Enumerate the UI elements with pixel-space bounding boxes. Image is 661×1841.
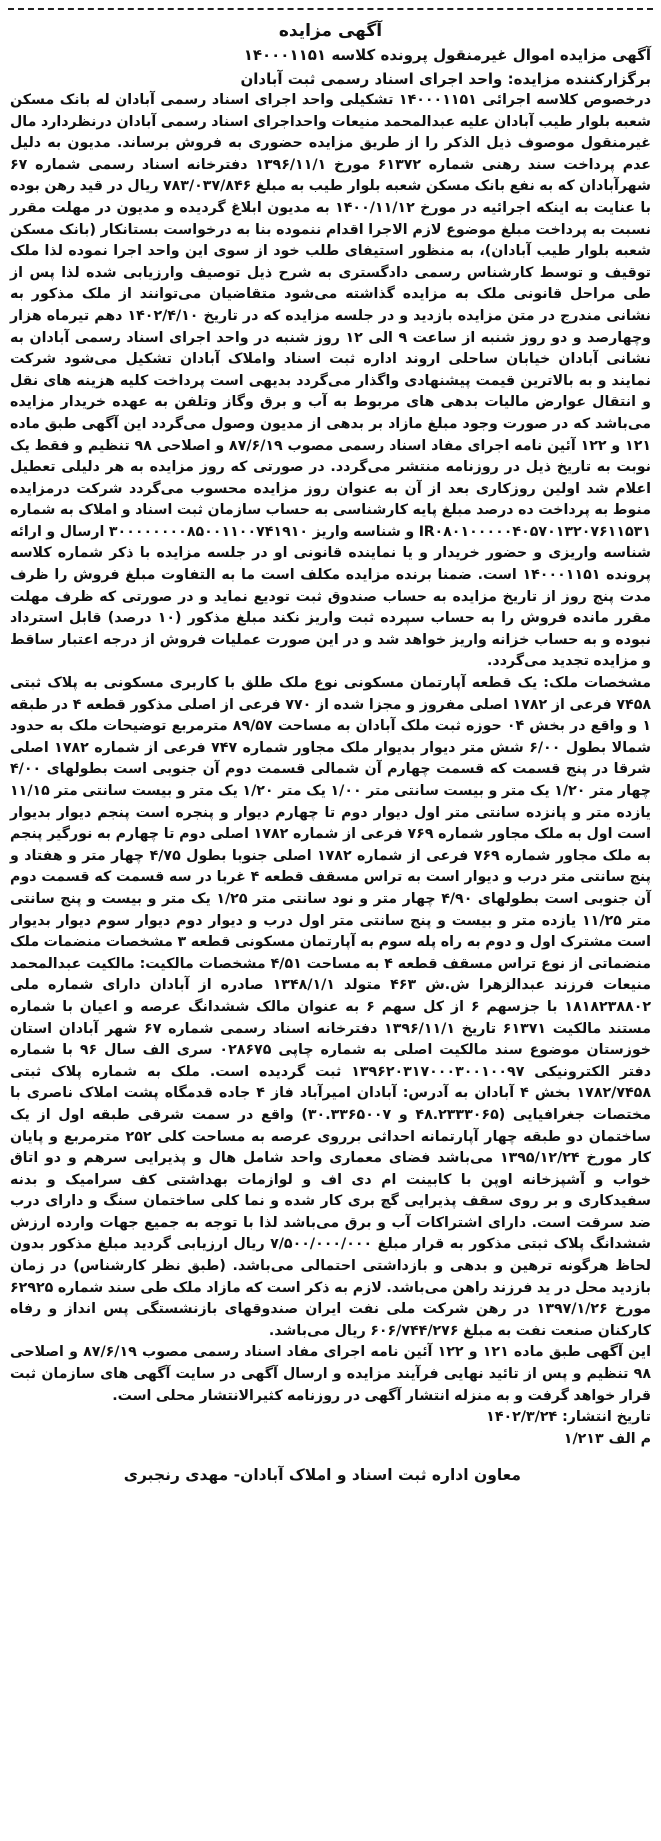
notice-headline-organizer: برگزارکننده مزایده: واحد اجرای اسناد رسمی ثبت آبادان: [240, 70, 651, 88]
reference-number: م الف ۱/۲۱۳: [563, 1430, 651, 1447]
notice-headline-case: آگهی مزایده اموال غیرمنقول پرونده کلاسه ۱۴۰۰۰۱۱۵۱: [243, 46, 651, 64]
notice-title: آگهی مزایده: [278, 21, 383, 41]
notice-paragraph-property-details: مشخصات ملک: یک قطعه آپارتمان مسکونی نوع ملک طلق با کاربری مسکونی به پلاک ثبتی ۷۴۵۸ فرعی از ۱۷۸۲ اصلی مفروز و مجزا شده از ۷۷۰ فرعی از اصلی مذکور قطعه ۴ در طبقه ۱ و واقع در بخش ۰۴ حوزه ثبت ملک آبادان به مساحت ۸۹/۵۷ مترمربع توضیحات ملک به حدود شمالا بطول ۶/۰۰ شش متر دیوار بدیوار ملک مجاور شماره ۷۴۷ فرعی از شماره ۱۷۸۲ اصلی شرقا در پنج قسمت که قسمت چهارم آن شمالی قسمت دوم آن جنوبی است بطولهای ۴/۰۰ چهار متر ۱/۲۰ یک متر و بیست سانتی متر ۱/۰۰ یک متر ۱/۲۰ یک متر و بیست سانتی متر ۱۱/۱۵ یازده متر و پانزده سانتی متر اول دیوار دوم تا چهارم دیوار و پنجره است پنجم دیوار بدیوار است اول به ملک مجاور شماره ۷۶۹ فرعی از شماره ۱۷۸۲ اصلی دوم تا چهارم به نورگیر پنجم به ملک مجاور شماره ۷۶۹ فرعی از شماره ۱۷۸۲ اصلی جنوبا بطول ۴/۷۵ چهار متر و هفتاد و پنج سانتی متر درب و دیوار است به تراس مسقف قطعه ۴ غربا در سه قسمت که قسمت دوم آن جنوبی است بطولهای ۴/۹۰ چهار متر و نود سانتی متر ۱/۲۵ یک متر و بیست و پنج سانتی متر ۱۱/۲۵ یازده متر و بیست و پنج سانتی متر اول درب و دیوار دوم دیوار سوم دیوار بدیوار است مشترک اول و دوم به راه پله سوم به آپارتمان مسکونی قطعه ۳ مشخصات منضمات ملک منضماتی از نوع تراس مسقف قطعه ۴ به مساحت ۴/۵۱ مشخصات مالکیت: مالکیت عبدالمحمد منیعات فرزند عبدالزهرا ش.ش ۴۶۳ متولد ۱۳۴۸/۱/۱ صادره از آبادان دارای شماره ملی ۱۸۱۸۲۳۸۸۰۲ با جزسهم ۶ از کل سهم ۶ به عنوان مالک ششدانگ عرصه و اعیان با شماره مستند مالکیت ۶۱۳۷۱ تاریخ ۱۳۹۶/۱۱/۱ دفترخانه اسناد رسمی شماره ۶۷ شهر آبادان استان خوزستان موضوع سند مالکیت اصلی به شماره چاپی ۰۲۸۶۷۵ سری الف سال ۹۶ با شماره دفتر الکترونیکی ۱۳۹۶۲۰۳۱۷۰۰۰۳۰۰۱۰۰۹۷ ثبت گردیده است. ملک به شماره پلاک ثبتی ۱۷۸۲/۷۴۵۸ بخش ۴ آبادان به آدرس: آبادان امیرآباد فاز ۴ جاده قدمگاه پشت املاک ناصری با مختصات جغرافیایی (۴۸.۲۳۳۳۰۶۵ و ۳۰.۳۳۶۵۰۰۷) واقع در سمت شرقی طبقه اول از یک ساختمان دو طبقه چهار آپارتمانه احداثی برروی عرصه به مساحت کلی ۲۵۲ مترمربع و پایان کار مورخ ۱۳۹۵/۱۲/۲۴ می‌باشد فضای معماری واحد شامل هال و پذیرایی سرهم و دو اتاق خواب و آشپزخانه اوپن با کابینت ام دی اف و لوازمات بهداشتی کف سرامیک و بدنه سفیدکاری و بر روی سقف پذیرایی گچ بری کار شده و نما کلی ساختمان سنگ و دارای درب ضد سرقت است. دارای اشتراکات آب و برق می‌باشد لذا با توجه به جمیع جهات وارده ارزش ششدانگ پلاک ثبتی مذکور به قرار مبلغ ۷/۵۰۰/۰۰۰/۰۰۰ ریال ارزیابی گردید مبلغ مذکور بدون لحاظ هرگونه ترهین و بدهی و بازداشتی احتمالی می‌باشد. (طبق نظر کارشناس) در زمان بازدید محل در ید فرزند راهن می‌باشد. لازم به ذکر است که مازاد ملک طی سند شماره ۶۲۹۲۵ مورخ ۱۳۹۷/۱/۲۶ در رهن شرکت ملی نفت ایران صندوقهای بازنشستگی پس انداز و رفاه کارکنان صنعت نفت به مبلغ ۶۰۶/۷۴۴/۲۷۶ ریال می‌باشد.: [10, 675, 652, 1339]
publish-date: تاریخ انتشار: ۱۴۰۲/۳/۲۴: [486, 1409, 651, 1426]
notice-paragraph-publication-rule: این آگهی طبق ماده ۱۲۱ و ۱۲۲ آئین نامه اجرای مفاد اسناد رسمی مصوب ۸۷/۶/۱۹ و اصلاحی ۹۸ تنظیم و پس از تائید نهایی فرآیند مزایده و ارسال آگهی در سایت آگهی های سازمان ثبت قرار خواهد گرفت و به منزله انتشار آگهی در روزنامه کثیرالانتشار محلی است.: [10, 1344, 651, 1404]
notice-body: [10, 90, 651, 1407]
notice-paragraph-auction-terms: درخصوص کلاسه اجرائی ۱۴۰۰۰۱۱۵۱ تشکیلی واحد اجرای اسناد رسمی آبادان له بانک مسکن شعبه بلوار طیب آبادان علیه عبدالمحمد منیعات واحداجرای اسناد رسمی آبادان درنظردارد مال غیرمنقول موصوف ذیل الذکر را از طریق مزایده حضوری به فروش برساند. مدیون به دلیل عدم پرداخت سند رهنی شماره ۶۱۳۷۲ مورخ ۱۳۹۶/۱۱/۱ دفترخانه اسناد رسمی شماره ۶۷ شهرآبادان که به نفع بانک مسکن شعبه بلوار طیب به مبلغ ۷۸۳/۰۳۷/۸۴۶ ریال در قید رهن بوده با عنایت به اینکه اجرائیه در مورخ ۱۴۰۰/۱۱/۱۲ به مدیون ابلاغ گردیده و مدیون در مهلت مقرر نسبت به پرداخت مبلغ موضوع لازم الاجرا اقدام ننموده بنا به درخواست بستانکار (بانک مسکن شعبه بلوار طیب آبادان)، به منظور استیفای طلب خود از سوی این واحد اجرا نموده لذا ملک توقیف و توسط کارشناس رسمی دادگستری به شرح ذیل توصیف وارزیابی شده لذا پس از طی مراحل قانونی ملک به مزایده گذاشته می‌شود متقاضیان می‌توانند از ملک مذکور به نشانی مندرج در متن مزایده بازدید و در جلسه مزایده که در تاریخ ۱۴۰۲/۴/۱۰ دهم تیرماه هزار وچهارصد و دو روز شنبه از ساعت ۹ الی ۱۲ روز شنبه در واحد اجرای اسناد رسمی آبادان به نشانی آبادان خیابان ساحلی اروند اداره ثبت اسناد واملاک آبادان تشکیل می‌شود شرکت نمایند و به بالاترین قیمت پیشنهادی واگذار می‌گردد بدیهی است پرداخت کلیه هزینه های نقل و انتقال عوارض مالیات بدهی های مربوط به آب و برق وگاز وتلفن به عهده خریدار مزایده می‌باشد که در صورت وجود مبلغ مازاد بر بدهی از مدیون وصول می‌گردد این آگهی طبق ماده ۱۲۱ و ۱۲۲ آئین نامه اجرای مفاد اسناد رسمی مصوب ۸۷/۶/۱۹ و اصلاحی ۹۸ تنظیم و فقط یک نوبت به تاریخ ذیل در روزنامه منتشر می‌گردد. در صورتی که روز مزایده به هر دلیلی تعطیل اعلام شد اولین روزکاری بعد از آن به عنوان روز مزایده محسوب می‌گردد شرکت درمزایده منوط به پرداخت ده درصد مبلغ پایه کارشناسی به حساب سازمان ثبت اسناد و املاک به شماره IR۰۸۰۱۰۰۰۰۰۴۰۵۷۰۱۳۲۰۷۶۱۱۵۳۱ و شناسه واریز ۳۰۰۰۰۰۰۰۰۸۵۰۰۱۱۰۰۷۴۱۹۱۰ ارسال و ارائه شناسه واریزی و حضور خریدار و یا نماینده قانونی او در جلسه مزایده با ذکر شماره کلاسه پرونده ۱۴۰۰۰۱۱۵۱ است. ضمنا برنده مزایده مکلف است ما به التفاوت مبلغ فروش را ظرف مدت پنج روز از تاریخ مزایده به حساب صندوق ثبت تودیع نماید و در صورتی که ظرف مهلت مقرر مانده فروش را به حساب سپرده ثبت واریز نکند مبلغ مذکور (۱۰ درصد) قابل استرداد نبوده و به حساب خزانه واریز خواهد شد و در این صورت عملیات فروش از درجه اعتبار ساقط و مزایده تجدید می‌گردد.: [10, 92, 652, 670]
signature-line: معاون اداره ثبت اسناد و املاک آبادان- مهدی رنجبری: [123, 1466, 521, 1485]
top-dashed-rule: [8, 8, 653, 10]
